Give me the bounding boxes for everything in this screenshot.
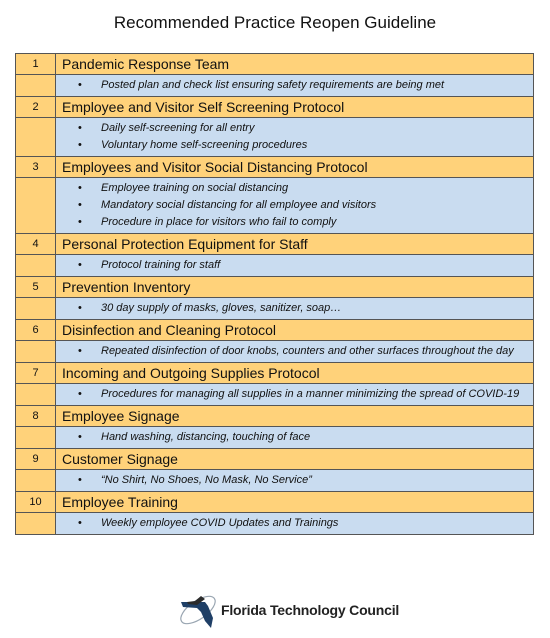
section-items-row [16, 341, 534, 363]
section-heading-row [16, 157, 534, 178]
empty-number-cell [16, 298, 56, 320]
list-item [76, 343, 527, 360]
section-heading: Incoming and Outgoing Supplies Protocol [56, 363, 534, 384]
section-items-row [16, 255, 534, 277]
list-item [76, 214, 527, 231]
section-heading-row [16, 234, 534, 255]
bullet-list [56, 513, 534, 535]
bullet-icon: • [78, 517, 82, 529]
bullet-list [56, 384, 534, 406]
list-item-text: Employee training on social distancing [101, 182, 289, 194]
empty-number-cell [16, 75, 56, 97]
section-heading: Employee and Visitor Self Screening Protocol [56, 97, 534, 118]
section-heading: Employees and Visitor Social Distancing Protocol [56, 157, 534, 178]
section-items-row [16, 178, 534, 234]
bullet-icon: • [78, 474, 82, 486]
list-item-text: “No Shirt, No Shoes, No Mask, No Service” [101, 474, 312, 486]
section-heading: Employee Training [56, 492, 534, 513]
section-number: 6 [16, 320, 56, 341]
section-heading-row [16, 406, 534, 427]
section-number: 9 [16, 449, 56, 470]
bullet-icon: • [78, 139, 82, 151]
page-title: Recommended Practice Reopen Guideline [113, 13, 437, 32]
bullet-icon: • [78, 302, 82, 314]
section-heading-row [16, 449, 534, 470]
list-item [76, 386, 527, 403]
section-number: 2 [16, 97, 56, 118]
bullet-icon: • [78, 431, 82, 443]
empty-number-cell [16, 178, 56, 234]
list-item-text: Voluntary home self-screening procedures [101, 139, 308, 151]
list-item-text: Daily self-screening for all entry [101, 122, 255, 134]
bullet-list [56, 298, 534, 320]
list-item-text: Weekly employee COVID Updates and Trainings [101, 517, 339, 529]
section-heading-row [16, 54, 534, 75]
list-item [76, 180, 527, 197]
section-number: 5 [16, 277, 56, 298]
bullet-list [56, 75, 534, 97]
bullet-icon: • [78, 79, 82, 91]
bullet-list [56, 427, 534, 449]
section-heading: Disinfection and Cleaning Protocol [56, 320, 534, 341]
empty-number-cell [16, 427, 56, 449]
section-items-row [16, 298, 534, 320]
bullet-icon: • [78, 182, 82, 194]
list-item [76, 120, 527, 137]
list-item-text: Procedures for managing all supplies in a manner minimizing the spread of COVID-19 [101, 388, 520, 400]
section-items-row [16, 427, 534, 449]
section-items-row [16, 513, 534, 535]
bullet-icon: • [78, 345, 82, 357]
list-item [76, 429, 527, 446]
section-heading-row [16, 320, 534, 341]
section-number: 8 [16, 406, 56, 427]
list-item [76, 137, 527, 154]
list-item [76, 197, 527, 214]
section-number: 7 [16, 363, 56, 384]
section-items-row [16, 470, 534, 492]
section-heading: Prevention Inventory [56, 277, 534, 298]
list-item [76, 515, 527, 532]
section-heading: Employee Signage [56, 406, 534, 427]
section-heading-row [16, 97, 534, 118]
section-number: 10 [16, 492, 56, 513]
empty-number-cell [16, 470, 56, 492]
section-heading: Pandemic Response Team [56, 54, 534, 75]
empty-number-cell [16, 118, 56, 157]
list-item-text: Mandatory social distancing for all employee and visitors [101, 199, 377, 211]
section-number: 3 [16, 157, 56, 178]
list-item-text: Hand washing, distancing, touching of face [101, 431, 311, 443]
florida-airplane-logo-icon [175, 588, 221, 632]
empty-number-cell [16, 513, 56, 535]
bullet-list [56, 255, 534, 277]
list-item [76, 257, 527, 274]
list-item-text: Procedure in place for visitors who fail to comply [101, 216, 337, 228]
bullet-icon: • [78, 199, 82, 211]
bullet-list [56, 118, 534, 157]
list-item [76, 472, 527, 489]
list-item-text: Repeated disinfection of door knobs, counters and other surfaces throughout the day [101, 345, 514, 357]
empty-number-cell [16, 384, 56, 406]
footer-logo [175, 588, 405, 632]
bullet-icon: • [78, 259, 82, 271]
section-items-row [16, 384, 534, 406]
bullet-icon: • [78, 216, 82, 228]
section-heading-row [16, 363, 534, 384]
section-heading: Customer Signage [56, 449, 534, 470]
bullet-icon: • [78, 122, 82, 134]
guideline-table [15, 53, 534, 535]
list-item-text: Posted plan and check list ensuring safety requirements are being met [101, 79, 445, 91]
section-items-row [16, 75, 534, 97]
section-heading-row [16, 492, 534, 513]
section-heading-row [16, 277, 534, 298]
bullet-list [56, 470, 534, 492]
bullet-list [56, 178, 534, 234]
logo-text: Florida Technology Council [221, 602, 400, 618]
bullet-icon: • [78, 388, 82, 400]
empty-number-cell [16, 255, 56, 277]
list-item [76, 300, 527, 317]
list-item [76, 77, 527, 94]
list-item-text: Protocol training for staff [101, 259, 221, 271]
section-items-row [16, 118, 534, 157]
section-number: 1 [16, 54, 56, 75]
section-heading: Personal Protection Equipment for Staff [56, 234, 534, 255]
list-item-text: 30 day supply of masks, gloves, sanitizer, soap… [101, 302, 342, 314]
empty-number-cell [16, 341, 56, 363]
section-number: 4 [16, 234, 56, 255]
bullet-list [56, 341, 534, 363]
